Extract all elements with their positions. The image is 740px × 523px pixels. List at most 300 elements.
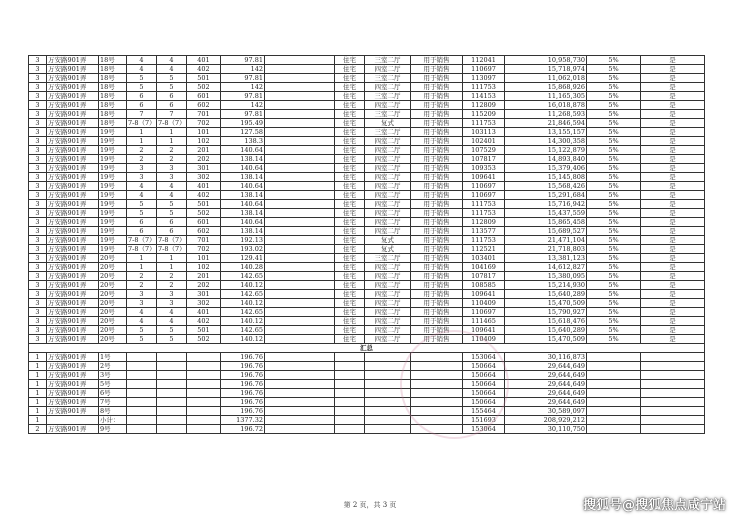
table-cell — [265, 119, 335, 128]
table-cell: 3 — [29, 245, 47, 254]
table-cell — [335, 380, 365, 389]
table-cell: 3 — [29, 65, 47, 74]
table-cell: 14,612,827 — [505, 263, 587, 272]
table-cell: 四室二厅 — [365, 218, 411, 227]
table-cell — [265, 326, 335, 335]
table-cell: 5% — [587, 173, 641, 182]
table-cell: 2 — [127, 281, 157, 290]
table-cell: 是 — [641, 227, 705, 236]
table-cell: 1 — [29, 371, 47, 380]
table-cell: 5% — [587, 236, 641, 245]
table-cell — [127, 416, 157, 425]
table-cell: 3 — [29, 56, 47, 65]
table-cell: 用于销售 — [411, 110, 463, 119]
table-cell: 5% — [587, 155, 641, 164]
table-cell: 19号 — [99, 155, 127, 164]
table-cell: 6 — [127, 101, 157, 110]
table-cell: 196.76 — [221, 371, 265, 380]
table-cell: 万安路901弄 — [47, 110, 99, 119]
table-cell — [157, 389, 187, 398]
table-cell: 1 — [29, 362, 47, 371]
table-cell: 3 — [29, 281, 47, 290]
table-cell: 用于销售 — [411, 128, 463, 137]
table-cell — [265, 155, 335, 164]
table-cell: 住宅 — [335, 290, 365, 299]
table-cell: 15,291,684 — [505, 191, 587, 200]
table-row — [29, 407, 705, 416]
table-cell — [157, 380, 187, 389]
table-cell — [587, 407, 641, 416]
table-cell — [265, 317, 335, 326]
table-cell: 万安路901弄 — [47, 137, 99, 146]
table-cell: 是 — [641, 317, 705, 326]
table-cell: 万安路901弄 — [47, 164, 99, 173]
table-cell: 3 — [157, 290, 187, 299]
table-cell: 20号 — [99, 299, 127, 308]
table-row — [29, 335, 705, 344]
table-cell: 万安路901弄 — [47, 173, 99, 182]
table-cell: 602 — [187, 227, 221, 236]
table-cell: 3 — [29, 263, 47, 272]
table-cell: 4 — [157, 191, 187, 200]
table-cell: 5 — [127, 83, 157, 92]
table-cell: 7-8（7） — [128, 236, 156, 244]
table-cell: 110409 — [463, 335, 505, 344]
table-cell: 是 — [641, 308, 705, 317]
table-row — [29, 272, 705, 281]
table-cell: 110409 — [463, 299, 505, 308]
table-cell: 四室二厅 — [365, 191, 411, 200]
table-cell: 6 — [157, 218, 187, 227]
table-cell: 5% — [587, 146, 641, 155]
table-cell — [265, 137, 335, 146]
table-cell: 四室二厅 — [365, 173, 411, 182]
table-cell: 四室二厅 — [365, 209, 411, 218]
table-row — [29, 173, 705, 182]
table-cell: 19号 — [99, 173, 127, 182]
table-row — [29, 92, 705, 101]
table-cell: 四室二厅 — [365, 200, 411, 209]
table-cell: 107529 — [463, 146, 505, 155]
table-cell: 是 — [641, 335, 705, 344]
table-cell: 20号 — [99, 326, 127, 335]
table-cell: 111753 — [463, 119, 505, 128]
table-cell — [265, 362, 335, 371]
table-row — [29, 389, 705, 398]
table-cell: 四室二厅 — [365, 146, 411, 155]
table-cell: 4 — [127, 191, 157, 200]
table-cell — [335, 362, 365, 371]
table-cell: 19号 — [99, 218, 127, 227]
table-cell: 102 — [187, 263, 221, 272]
table-cell: 5% — [587, 218, 641, 227]
table-cell: 三室二厅 — [365, 110, 411, 119]
table-cell: 1 — [29, 416, 47, 425]
table-cell: 111753 — [463, 200, 505, 209]
table-cell: 四室二厅 — [365, 281, 411, 290]
table-cell: 是 — [641, 299, 705, 308]
table-cell: 4 — [127, 182, 157, 191]
table-row — [29, 263, 705, 272]
table-cell — [265, 389, 335, 398]
table-cell: 97.81 — [221, 74, 265, 83]
table-cell: 住宅 — [335, 254, 365, 263]
table-cell: 140.64 — [221, 218, 265, 227]
table-cell: 13,155,157 — [505, 128, 587, 137]
table-cell: 5 — [157, 209, 187, 218]
table-cell: 196.76 — [221, 362, 265, 371]
table-row — [29, 56, 705, 65]
table-cell: 住宅 — [335, 200, 365, 209]
table-cell — [265, 398, 335, 407]
table-cell — [265, 299, 335, 308]
table-cell: 1 — [29, 353, 47, 362]
table-row — [29, 299, 705, 308]
table-cell: 是 — [641, 326, 705, 335]
table-cell: 19号 — [99, 146, 127, 155]
table-cell: 用于销售 — [411, 299, 463, 308]
table-cell: 151693 — [463, 416, 505, 425]
table-cell — [641, 425, 705, 434]
table-cell: 3 — [29, 119, 47, 128]
table-cell: 5 — [127, 335, 157, 344]
table-cell: 是 — [641, 254, 705, 263]
table-cell: 住宅 — [335, 236, 365, 245]
table-cell: 5 — [127, 209, 157, 218]
table-cell: 1 — [29, 407, 47, 416]
table-cell: 6号 — [99, 389, 127, 398]
table-cell — [265, 191, 335, 200]
table-cell: 140.28 — [221, 263, 265, 272]
table-cell: 5号 — [99, 380, 127, 389]
listing-table — [28, 55, 705, 434]
table-cell: 107817 — [463, 272, 505, 281]
table-cell — [157, 425, 187, 434]
table-cell: 1 — [29, 380, 47, 389]
table-cell: 万安路901弄 — [47, 56, 99, 65]
table-cell: 是 — [641, 74, 705, 83]
table-cell — [335, 407, 365, 416]
table-cell: 201 — [187, 272, 221, 281]
table-cell: 29,644,649 — [505, 371, 587, 380]
table-cell: 四室二厅 — [365, 227, 411, 236]
table-cell: 11,268,593 — [505, 110, 587, 119]
table-cell: 142.65 — [221, 308, 265, 317]
table-cell: 138.14 — [221, 209, 265, 218]
table-cell — [127, 407, 157, 416]
table-cell: 是 — [641, 200, 705, 209]
table-cell: 用于销售 — [411, 236, 463, 245]
table-cell: 四室二厅 — [365, 182, 411, 191]
table-cell: 用于销售 — [411, 335, 463, 344]
table-cell: 是 — [641, 263, 705, 272]
table-cell: 4 — [157, 308, 187, 317]
table-cell: 140.64 — [221, 182, 265, 191]
table-cell: 四室二厅 — [365, 137, 411, 146]
table-cell: 是 — [641, 182, 705, 191]
table-cell: 5% — [587, 83, 641, 92]
table-cell: 7-8（7） — [158, 245, 186, 253]
table-cell: 5% — [587, 227, 641, 236]
table-cell: 万安路901弄 — [47, 155, 99, 164]
table-cell: 15,868,926 — [505, 83, 587, 92]
table-cell: 18号 — [99, 110, 127, 119]
table-cell: 是 — [641, 191, 705, 200]
table-cell: 4 — [157, 317, 187, 326]
table-cell: 3 — [29, 137, 47, 146]
table-cell: 602 — [187, 101, 221, 110]
table-cell: 114153 — [463, 92, 505, 101]
table-cell: 3 — [29, 164, 47, 173]
table-cell: 万安路901弄 — [47, 380, 99, 389]
table-cell: 402 — [187, 65, 221, 74]
table-cell: 用于销售 — [411, 308, 463, 317]
table-cell: 3 — [29, 110, 47, 119]
table-cell: 5% — [587, 299, 641, 308]
table-cell: 5% — [587, 308, 641, 317]
table-cell: 三室二厅 — [365, 74, 411, 83]
table-cell: 5 — [157, 326, 187, 335]
table-cell: 401 — [187, 308, 221, 317]
table-cell: 142 — [221, 65, 265, 74]
table-cell: 2 — [127, 272, 157, 281]
table-cell: 113097 — [463, 74, 505, 83]
table-cell: 5% — [587, 92, 641, 101]
table-cell: 2 — [127, 155, 157, 164]
table-cell: 万安路901弄 — [47, 263, 99, 272]
table-cell: 127.58 — [221, 128, 265, 137]
table-cell: 万安路901弄 — [47, 200, 99, 209]
table-cell: 401 — [187, 56, 221, 65]
table-cell: 138.14 — [221, 173, 265, 182]
table-cell: 四室二厅 — [365, 317, 411, 326]
table-cell: 19号 — [99, 128, 127, 137]
table-cell: 住宅 — [335, 83, 365, 92]
table-cell: 7号 — [99, 398, 127, 407]
summary-title: 汇总 — [29, 344, 705, 353]
table-cell: 3 — [127, 299, 157, 308]
table-cell: 住宅 — [335, 74, 365, 83]
table-cell: 四室二厅 — [365, 101, 411, 110]
table-row — [29, 290, 705, 299]
table-cell: 103113 — [463, 128, 505, 137]
table-cell: 万安路901弄 — [47, 254, 99, 263]
table-cell: 20号 — [99, 272, 127, 281]
table-cell: 107817 — [463, 155, 505, 164]
table-cell: 701 — [187, 110, 221, 119]
table-cell: 是 — [641, 92, 705, 101]
table-cell: 万安路901弄 — [47, 83, 99, 92]
table-cell: 住宅 — [335, 119, 365, 128]
table-cell: 30,110,750 — [505, 425, 587, 434]
table-cell: 18号 — [99, 92, 127, 101]
table-cell: 用于销售 — [411, 218, 463, 227]
table-row — [29, 200, 705, 209]
table-cell: 6 — [157, 92, 187, 101]
table-cell: 万安路901弄 — [47, 272, 99, 281]
table-cell — [265, 308, 335, 317]
table-cell: 5% — [587, 317, 641, 326]
table-cell — [265, 128, 335, 137]
table-cell: 是 — [641, 245, 705, 254]
table-cell: 用于销售 — [411, 326, 463, 335]
table-cell — [265, 227, 335, 236]
table-cell: 3 — [29, 326, 47, 335]
table-cell: 住宅 — [335, 317, 365, 326]
table-cell: 502 — [187, 83, 221, 92]
table-cell: 7-8（7） — [128, 245, 156, 253]
table-cell: 5 — [127, 326, 157, 335]
table-cell: 138.14 — [221, 227, 265, 236]
table-cell — [265, 416, 335, 425]
table-cell: 四室二厅 — [365, 155, 411, 164]
table-cell — [187, 425, 221, 434]
table-cell: 3 — [127, 164, 157, 173]
table-cell: 13,381,123 — [505, 254, 587, 263]
table-cell: 140.12 — [221, 335, 265, 344]
table-cell: 用于销售 — [411, 173, 463, 182]
table-cell — [265, 290, 335, 299]
table-row — [29, 353, 705, 362]
table-cell: 5% — [587, 326, 641, 335]
table-cell: 用于销售 — [411, 263, 463, 272]
table-cell: 20号 — [99, 290, 127, 299]
table-cell: 5% — [587, 164, 641, 173]
table-cell — [265, 236, 335, 245]
table-cell: 196.76 — [221, 398, 265, 407]
table-cell: 97.81 — [221, 110, 265, 119]
table-cell — [265, 200, 335, 209]
table-cell — [265, 56, 335, 65]
table-cell: 196.72 — [221, 425, 265, 434]
table-cell: 3 — [29, 146, 47, 155]
table-cell: 109353 — [463, 164, 505, 173]
table-row — [29, 191, 705, 200]
table-cell — [265, 245, 335, 254]
table-cell — [265, 209, 335, 218]
table-cell — [265, 164, 335, 173]
table-cell: 2 — [157, 146, 187, 155]
table-cell: 150664 — [463, 389, 505, 398]
table-cell: 150664 — [463, 398, 505, 407]
table-row — [29, 101, 705, 110]
table-cell — [265, 281, 335, 290]
table-cell: 140.12 — [221, 281, 265, 290]
table-cell: 112521 — [463, 245, 505, 254]
table-cell: 110697 — [463, 191, 505, 200]
table-cell: 5% — [587, 137, 641, 146]
table-cell: 3 — [29, 236, 47, 245]
table-cell: 19号 — [99, 191, 127, 200]
table-cell: 97.81 — [221, 92, 265, 101]
table-cell: 万安路901弄 — [47, 74, 99, 83]
table-row — [29, 326, 705, 335]
table-row — [29, 254, 705, 263]
table-cell: 是 — [641, 101, 705, 110]
table-cell — [187, 380, 221, 389]
table-row — [29, 137, 705, 146]
table-cell — [641, 380, 705, 389]
table-cell — [265, 74, 335, 83]
table-cell — [265, 272, 335, 281]
table-cell: 万安路901弄 — [47, 101, 99, 110]
table-cell: 万安路901弄 — [47, 92, 99, 101]
table-cell — [265, 263, 335, 272]
table-cell — [127, 398, 157, 407]
table-cell: 住宅 — [335, 155, 365, 164]
table-cell: 四室二厅 — [365, 65, 411, 74]
table-cell — [265, 101, 335, 110]
table-cell: 5 — [157, 74, 187, 83]
table-cell: 复式 — [365, 119, 411, 128]
table-cell: 29,644,649 — [505, 389, 587, 398]
table-cell: 5% — [587, 191, 641, 200]
table-cell: 142.65 — [221, 290, 265, 299]
table-cell: 153064 — [463, 425, 505, 434]
table-cell: 三室二厅 — [365, 92, 411, 101]
table-cell: 5% — [587, 281, 641, 290]
table-cell — [127, 389, 157, 398]
table-cell: 小计： — [99, 416, 127, 425]
table-cell: 是 — [641, 56, 705, 65]
table-cell — [587, 371, 641, 380]
table-cell: 4 — [127, 65, 157, 74]
table-cell — [587, 416, 641, 425]
table-cell: 5% — [587, 263, 641, 272]
table-cell — [641, 407, 705, 416]
table-cell: 402 — [187, 317, 221, 326]
table-cell — [187, 362, 221, 371]
table-cell: 102 — [187, 137, 221, 146]
table-cell: 是 — [641, 146, 705, 155]
table-row — [29, 362, 705, 371]
table-cell: 129.41 — [221, 254, 265, 263]
table-cell: 万安路901弄 — [47, 362, 99, 371]
table-cell: 住宅 — [335, 146, 365, 155]
table-cell: 110697 — [463, 182, 505, 191]
table-cell: 30,116,873 — [505, 353, 587, 362]
table-cell — [265, 173, 335, 182]
table-row — [29, 218, 705, 227]
table-cell: 2 — [157, 272, 187, 281]
table-cell: 3 — [29, 83, 47, 92]
table-cell: 18号 — [99, 56, 127, 65]
table-cell: 20号 — [99, 335, 127, 344]
table-cell — [265, 92, 335, 101]
table-cell — [187, 353, 221, 362]
table-cell: 1 — [157, 263, 187, 272]
table-cell: 复式 — [365, 236, 411, 245]
table-cell: 15,379,406 — [505, 164, 587, 173]
table-cell: 21,846,594 — [505, 119, 587, 128]
table-cell: 万安路901弄 — [47, 371, 99, 380]
table-cell: 10,958,730 — [505, 56, 587, 65]
table-cell: 万安路901弄 — [47, 353, 99, 362]
table-cell: 四室二厅 — [365, 272, 411, 281]
table-cell: 3 — [29, 173, 47, 182]
table-cell: 住宅 — [335, 227, 365, 236]
table-cell: 三室二厅 — [365, 254, 411, 263]
table-cell: 三室二厅 — [365, 56, 411, 65]
table-cell: 150664 — [463, 380, 505, 389]
table-cell: 住宅 — [335, 128, 365, 137]
table-cell: 四室二厅 — [365, 83, 411, 92]
table-cell — [335, 398, 365, 407]
table-cell: 111753 — [463, 83, 505, 92]
table-cell: 5 — [157, 200, 187, 209]
table-cell: 115209 — [463, 110, 505, 119]
table-cell: 501 — [187, 326, 221, 335]
